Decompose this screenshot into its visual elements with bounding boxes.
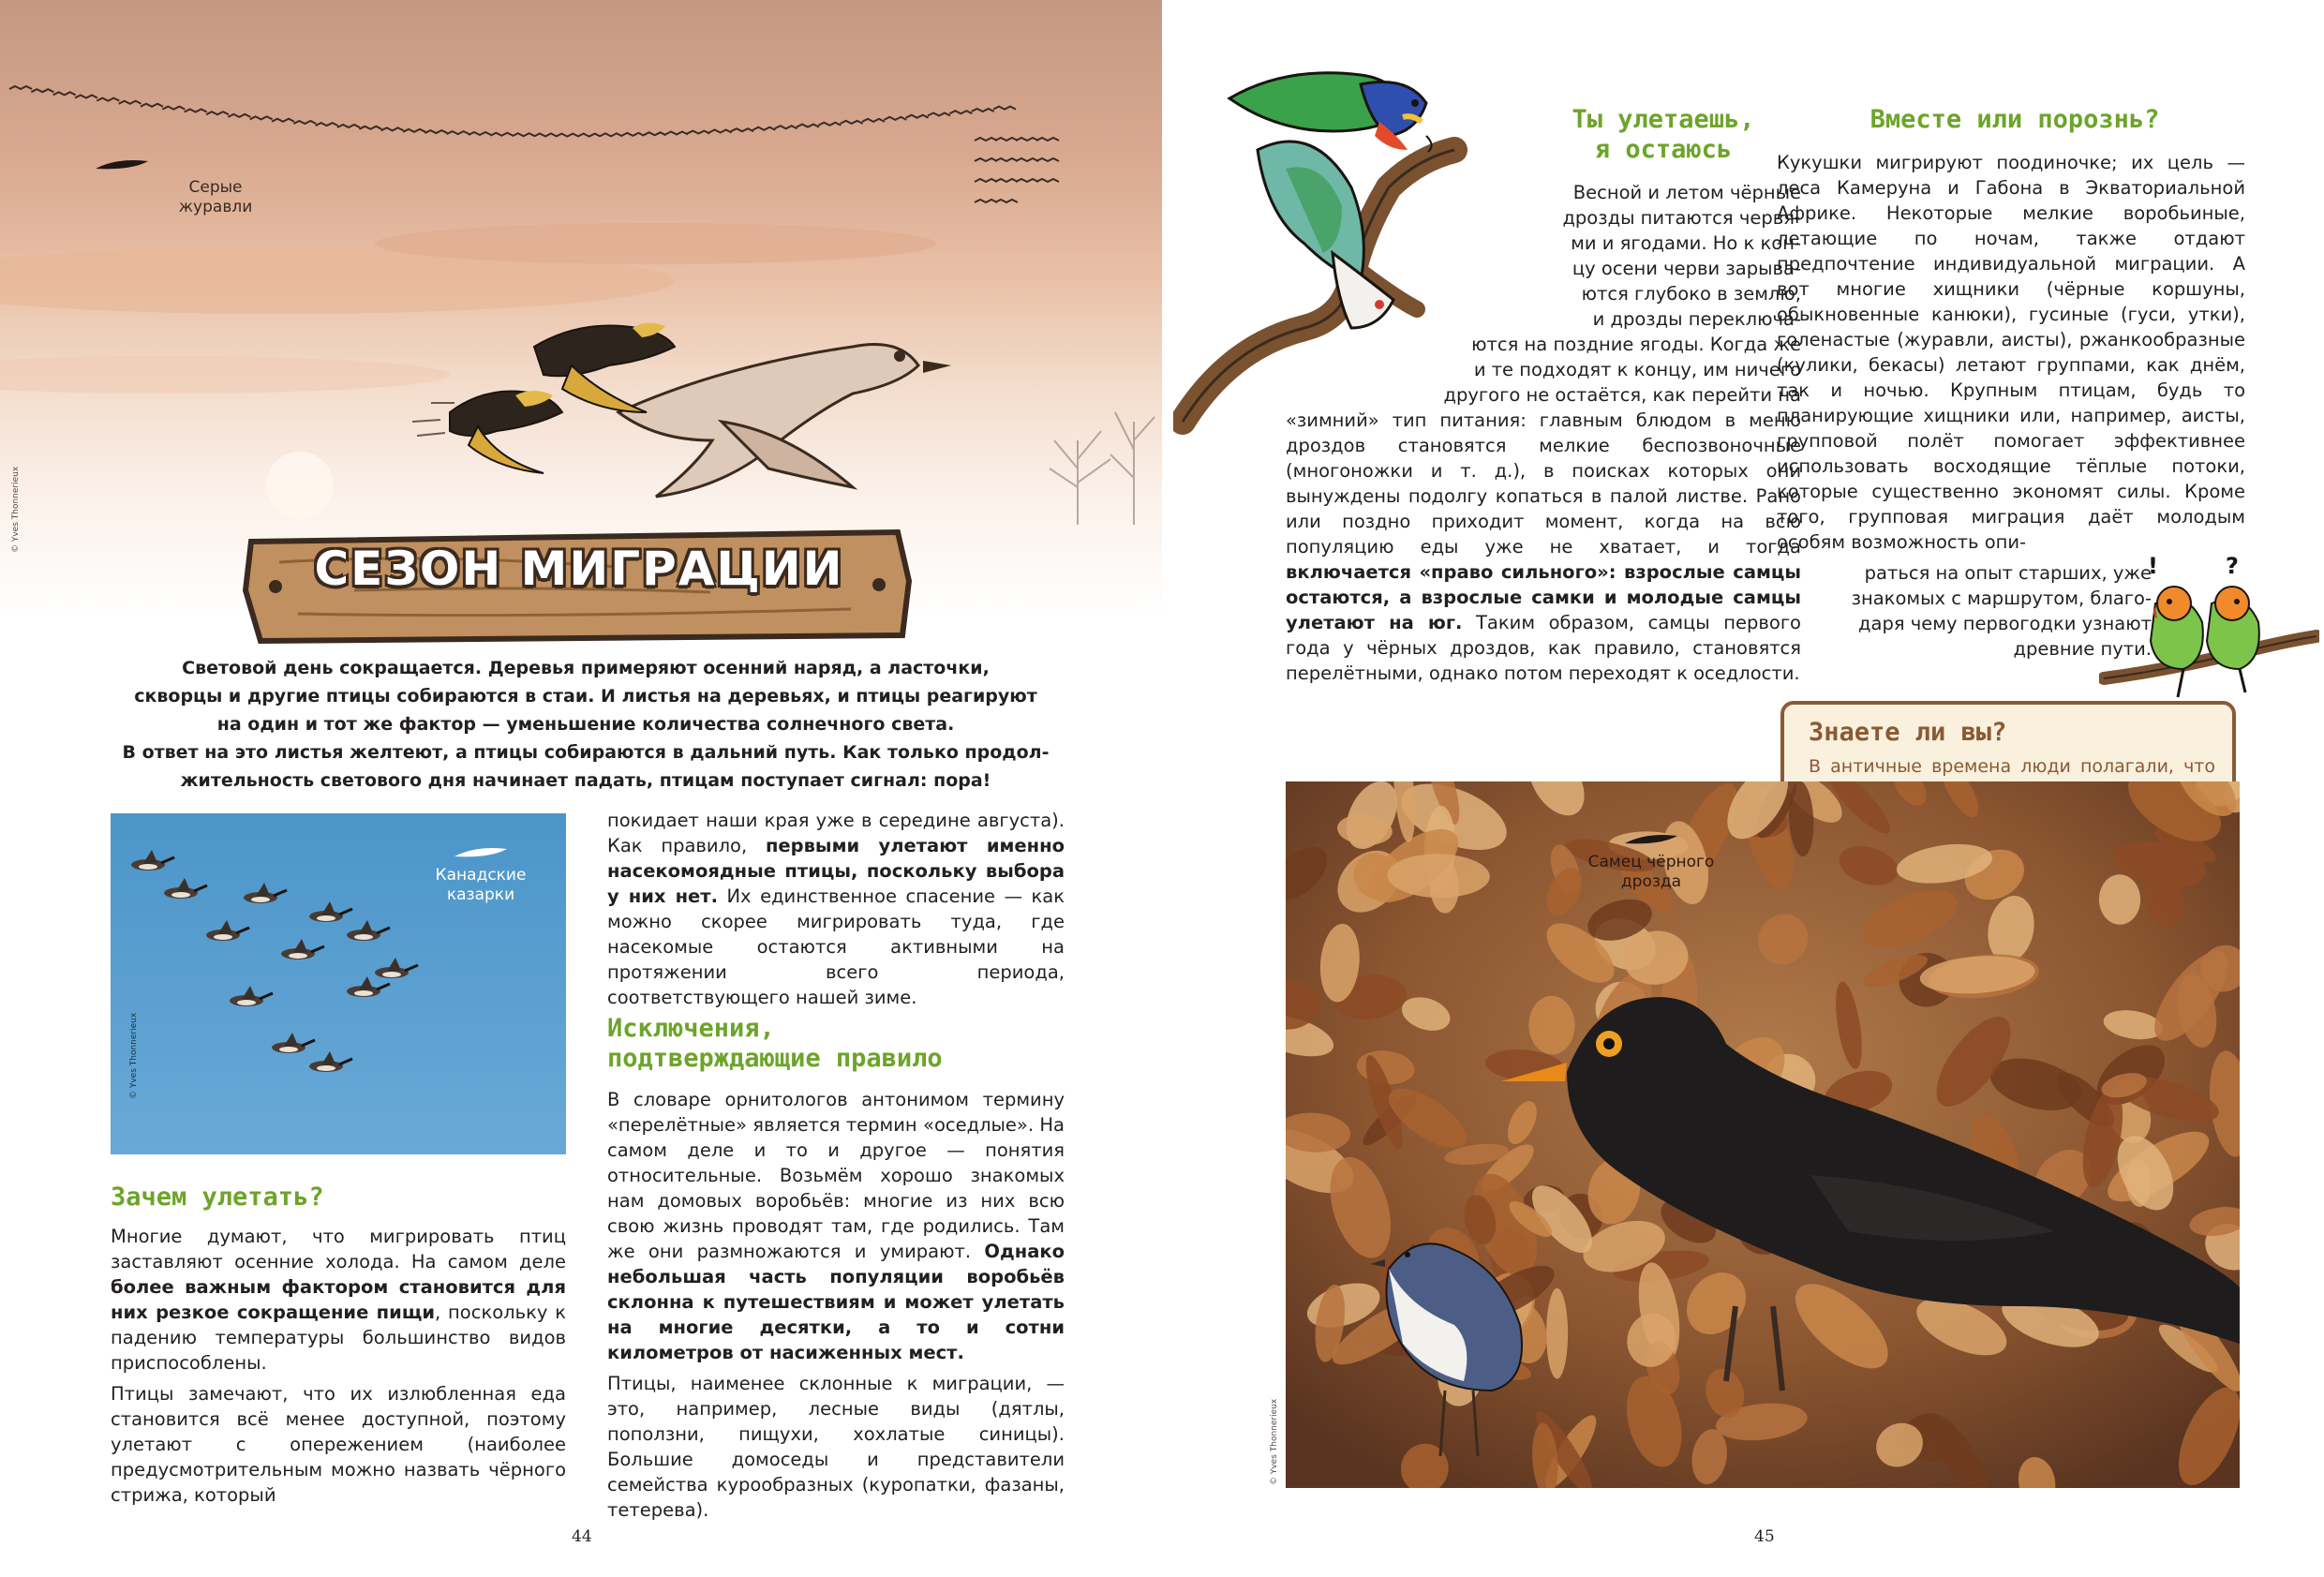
insectivores-text — [607, 808, 1065, 1010]
text-line: даря чему первогодки узнают — [1858, 613, 2152, 634]
crane-silhouette — [228, 114, 250, 117]
crane-silhouette — [53, 92, 76, 95]
why-fly-heading: Зачем улетать? — [111, 1183, 324, 1212]
geese-caption — [410, 845, 551, 906]
flying-birds-illustration — [412, 309, 993, 506]
goose-silhouette — [244, 883, 287, 903]
bold-span: Однако небольшая часть популяции воробьёв склонна к путешествиям и может улетать на многие десятки, а то и сотни километров от насиженных мест. — [607, 1241, 1065, 1363]
stay-text — [1286, 408, 1801, 686]
crane-silhouette — [250, 116, 273, 119]
caption-line: казарки — [446, 885, 515, 905]
goose-silhouette — [309, 901, 352, 922]
crane-silhouette — [272, 119, 294, 122]
copyright-notice: © Yves Thonnerieux — [11, 466, 21, 553]
autumn-leaf — [1546, 1288, 1568, 1379]
intro-line: скворцы и другие птицы собираются в стаи. И листья на деревьях, и птицы реагируют — [134, 686, 1037, 707]
together-text-tail — [1777, 560, 2152, 662]
crane-silhouette — [337, 125, 360, 127]
goose-silhouette — [230, 986, 273, 1006]
goose-silhouette — [309, 1051, 352, 1072]
crane-silhouette — [906, 115, 929, 118]
caption-line: журавли — [178, 198, 253, 217]
blackbird-photo — [1286, 781, 2240, 1488]
text-line: ются на поздние ягоды. Когда же — [1471, 334, 1801, 355]
intro-line: жительность светового дня начинает падать, птицам поступает сигнал: пора! — [180, 770, 991, 791]
crane-silhouette — [469, 132, 491, 135]
intro-line: Световой день сокращается. Деревья примеряют осенний наряд, а ласточки, — [182, 658, 990, 678]
goose-silhouette — [272, 1033, 315, 1053]
exceptions-text — [607, 1087, 1065, 1523]
heading-line: подтверждающие правило — [607, 1044, 943, 1073]
svg-text:?: ? — [2226, 553, 2239, 579]
crane-silhouette — [185, 110, 207, 112]
crane-silhouette — [1016, 158, 1038, 161]
heading-line: Исключения, — [607, 1014, 775, 1043]
crane-silhouette — [403, 129, 425, 132]
blackbird-scene — [1286, 781, 2240, 1488]
text-line: Весной и летом чёрные — [1572, 182, 1801, 203]
cranes-caption — [94, 157, 281, 218]
crane-silhouette — [578, 134, 601, 137]
text-span: «зимний» тип питания: главным блюдом в меню дроздов становятся мелкие беспозвоночные (многоножки и т. д.), в поисках которых они вынуждены подолгу копаться в палой листве. Рано или поздно приходит момент, когда на всю популяцию еды уже не хватает, и тогда — [1286, 409, 1801, 558]
bold-span: первыми улетают именно насекомоядные птицы, поскольку выбора у них нет. — [607, 835, 1065, 907]
crane-silhouette — [490, 133, 513, 136]
crane-silhouette — [359, 126, 381, 129]
text-line: дрозды питаются червя- — [1562, 207, 1801, 229]
crane-silhouette — [97, 98, 119, 101]
goose-silhouette — [281, 939, 324, 960]
crane-silhouette — [31, 89, 53, 92]
stay-text-wrapped — [1284, 180, 1801, 408]
crane-silhouette — [534, 134, 557, 137]
text-span: покидает наши края уже в середине августа). Как правило, — [607, 810, 1065, 856]
text-span: Таким образом, самцы первого года у чёрных дроздов, как правило, становятся перелётными, однако потом переходят к оседлости. — [1286, 612, 1801, 684]
text-span: , поскольку к падению температуры большинство видов приспособлены. — [111, 1302, 566, 1374]
crane-silhouette — [995, 200, 1018, 202]
text-span: Многие думают, что мигрировать птиц заставляют осенние холода. На самом деле — [111, 1226, 566, 1272]
crane-silhouette — [1036, 158, 1059, 161]
intro-paragraph — [112, 654, 1059, 795]
crane-silhouette — [665, 132, 688, 135]
crane-silhouette — [975, 179, 997, 182]
text-line: ми и ягодами. Но к кон- — [1571, 232, 1801, 254]
text-span: Их единственное спасение — как можно скорее мигрировать туда, где насекомые остаются активными на протяжении всего периода, соответствующего нашей зиме. — [607, 885, 1065, 1008]
crane-silhouette — [975, 200, 997, 202]
page-title: СЕЗОН МИГРАЦИИ — [314, 542, 844, 596]
crane-silhouette — [75, 96, 97, 98]
crane-silhouette — [162, 107, 185, 110]
crane-silhouette — [993, 107, 1016, 110]
copyright-notice: © Yves Thonnerieux — [1270, 1398, 1279, 1485]
goose-silhouette — [347, 920, 390, 941]
crane-silhouette — [972, 109, 994, 112]
crane-silhouette — [141, 104, 163, 107]
paragraph — [111, 1224, 566, 1376]
paragraph — [607, 1087, 1065, 1365]
text-line: знакомых с маршрутом, благо- — [1851, 588, 2152, 609]
copyright-notice: © Yves Thonnerieux — [129, 1012, 139, 1099]
crane-silhouette — [447, 131, 469, 134]
heading-line: я остаюсь — [1594, 135, 1733, 164]
crane-silhouette — [928, 112, 950, 115]
svg-text:!: ! — [2148, 553, 2158, 579]
goose-silhouette — [206, 920, 249, 941]
crane-silhouette — [381, 127, 404, 130]
feather-icon — [1623, 832, 1679, 849]
crane-silhouette — [1016, 138, 1038, 141]
right-page — [1162, 0, 2324, 1577]
crane-silhouette — [731, 128, 753, 131]
bold-span: более важным фактором становится для них резкое сокращение пищи — [111, 1276, 566, 1323]
crane-silhouette — [752, 127, 775, 130]
page-number: 45 — [1754, 1527, 1775, 1546]
bold-span: включается «право сильного»: взрослые самцы остаются, а взрослые самки и молодые самцы улетают на юг. — [1286, 561, 1801, 633]
text-line: цу осени черви зарыва- — [1572, 258, 1801, 279]
crane-silhouette — [975, 138, 997, 141]
crane-silhouette — [995, 138, 1018, 141]
crane-silhouette — [119, 101, 142, 104]
crane-silhouette — [9, 86, 32, 89]
crane-silhouette — [600, 133, 622, 136]
paragraph: Птицы замечают, что их излюбленная еда становится всё менее доступной, поэтому улетают с опережением (наиболее предусмотрительным можно назвать чёрного стрижа, который — [111, 1383, 566, 1506]
did-you-know-text: В античные времена люди полагали, что — [1809, 756, 2215, 777]
goose-silhouette — [375, 958, 418, 978]
exceptions-heading — [607, 1014, 1065, 1074]
did-you-know-title: Знаете ли вы? — [1809, 718, 2007, 747]
crane-silhouette — [995, 179, 1018, 182]
paragraph: Птицы, наименее склонные к миграции, — это, например, лесные виды (дятлы, поползни, пищухи, хохлатые синицы). Большие домоседы и представители семейства курообразных (куропатки, фазаны, тетерева). — [607, 1373, 1065, 1521]
crane-silhouette — [1016, 179, 1038, 182]
caption-line: дрозда — [1620, 872, 1682, 892]
crane-silhouette — [841, 121, 863, 124]
page-number: 44 — [572, 1527, 592, 1546]
feather-icon — [453, 845, 509, 862]
why-fly-text — [111, 1224, 566, 1508]
text-line: другого не остаётся, как перейти на — [1443, 384, 1801, 406]
text-line: раться на опыт старших, уже — [1864, 562, 2152, 584]
caption-line: Самец чёрного — [1587, 853, 1715, 871]
heading-line: Ты улетаешь, — [1572, 105, 1755, 134]
crane-silhouette — [513, 133, 535, 136]
crane-silhouette — [995, 158, 1018, 161]
crane-silhouette — [818, 123, 841, 126]
text-line: и те подходят к концу, им ничего — [1473, 359, 1801, 380]
caption-line: Канадские — [435, 866, 527, 885]
crane-silhouette — [425, 130, 447, 133]
crane-silhouette — [949, 111, 972, 113]
crane-silhouette — [293, 121, 316, 124]
goose-silhouette — [131, 850, 174, 870]
text-line: и дрозды переключа- — [1592, 308, 1801, 330]
paragraph: Кукушки мигрируют поодиночке; их цель — леса Камеруна и Габона в Экваториальной Африке. Некоторые мелкие воробьиные, летающие по ночам, также отдают предпочтение индивидуальной миграции. А вот многие хищники (чёрные коршуны, обыкновенные канюки), гусиные (гуси, утки), голенастые (журавли, аисты), ржанкообразные (кулики, бекасы) летают группами, как днём, так и ночью. Крупным птицам, будь то планирующие хищники или, например, аисты, групповой полёт помогает эффективнее использовать восходящие тёплые потоки, которые существенно экономят силы. Кроме того, групповая миграция даёт молодым особям возможность опи- — [1777, 152, 2245, 553]
text-line: ются глубоко в землю, — [1581, 283, 1801, 305]
crane-silhouette — [775, 126, 797, 128]
caption-line: Серые — [188, 178, 243, 197]
you-fly-i-stay-heading — [1527, 105, 1799, 165]
crane-silhouette — [621, 133, 644, 136]
crane-silhouette — [709, 129, 732, 132]
crane-silhouette — [1036, 138, 1059, 141]
goose-silhouette — [164, 878, 207, 899]
crane-silhouette — [884, 117, 906, 120]
intro-line: В ответ на это листья желтеют, а птицы собираются в дальний путь. Как только продол- — [122, 742, 1050, 763]
goose-silhouette — [347, 976, 390, 997]
intro-line: на один и тот же фактор — уменьшение количества солнечного света. — [216, 714, 955, 735]
paragraph — [607, 808, 1065, 1010]
together-or-apart-heading: Вместе или порознь? — [1870, 105, 2160, 134]
paragraph — [1286, 408, 1801, 686]
crane-silhouette — [975, 158, 997, 161]
crane-silhouette — [797, 125, 819, 127]
text-line: древние пути. — [2013, 638, 2152, 660]
canada-geese-photo — [111, 813, 566, 1154]
crane-silhouette — [1036, 179, 1059, 182]
crane-silhouette — [687, 131, 709, 134]
crane-silhouette — [316, 123, 338, 126]
text-span: В словаре орнитологов антонимом термину «перелётные» является термин «оседлые». На самом деле и то и другое — понятия относительные. Возьмём хорошо знакомых нам домовых воробьёв: многие из них всю свою жизнь проводят там, где родились. Там же они размножаются и умирают. — [607, 1089, 1065, 1262]
feather-icon — [94, 157, 150, 174]
crane-silhouette — [644, 132, 666, 135]
together-text — [1777, 150, 2245, 555]
crane-silhouette — [556, 134, 578, 137]
crane-silhouette — [206, 112, 229, 114]
blackbird-caption — [1557, 832, 1745, 893]
crane-silhouette — [862, 119, 885, 122]
